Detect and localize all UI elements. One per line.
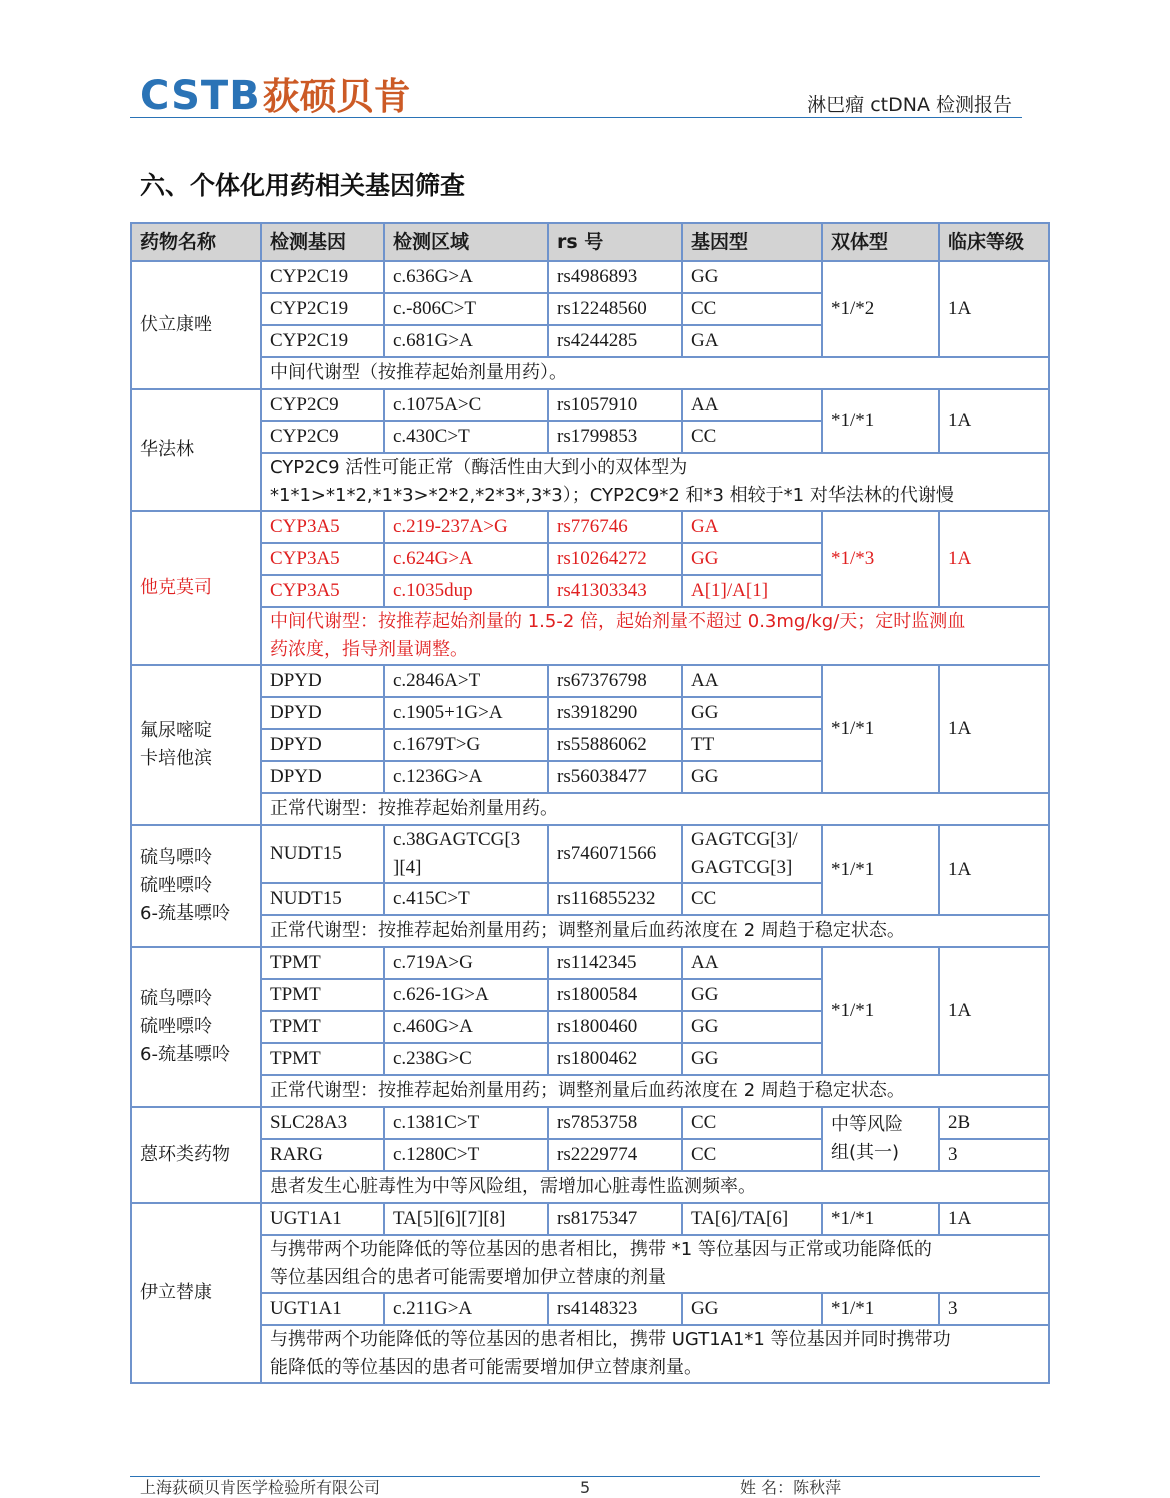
region-cell: c.1381C>T xyxy=(384,1107,548,1139)
logo-chinese-text: 荻硕贝肯 xyxy=(262,75,411,118)
table-note-row xyxy=(131,607,1049,665)
region-cell: c.415C>T xyxy=(384,883,548,915)
header-divider xyxy=(130,117,1022,118)
drug-name-line: 卡培他滨 xyxy=(140,748,212,769)
genotype-cell: GA xyxy=(682,511,822,543)
rs-cell: rs1142345 xyxy=(548,947,682,979)
page-number: 5 xyxy=(580,1478,591,1497)
gene-cell: DPYD xyxy=(261,729,384,761)
interpretation-note: 正常代谢型：按推荐起始剂量用药。 xyxy=(261,793,1049,825)
header-genotype: 基因型 xyxy=(682,223,822,261)
drug-name xyxy=(131,665,261,825)
genotype-cell: AA xyxy=(682,947,822,979)
region-cell: c.2846A>T xyxy=(384,665,548,697)
genotype-cell: GG xyxy=(682,261,822,293)
drug-name xyxy=(131,947,261,1107)
note-line: CYP2C9 活性可能正常（酶活性由大到小的双体型为 xyxy=(270,457,688,478)
level-cell: 1A xyxy=(939,1203,1049,1235)
level-cell: 3 xyxy=(939,1293,1049,1325)
region-line: ][4] xyxy=(393,857,422,878)
diplotype-line: 组(其一) xyxy=(831,1142,900,1163)
header-region: 检测区域 xyxy=(384,223,548,261)
table-note-row xyxy=(131,1325,1049,1383)
diplotype-cell: *1/*2 xyxy=(822,261,939,357)
footer-divider xyxy=(130,1476,1040,1477)
rs-cell: rs3918290 xyxy=(548,697,682,729)
gene-cell: CYP2C9 xyxy=(261,389,384,421)
gene-cell: TPMT xyxy=(261,979,384,1011)
table-note-row xyxy=(131,1235,1049,1293)
region-cell: c.636G>A xyxy=(384,261,548,293)
rs-cell: rs41303343 xyxy=(548,575,682,607)
rs-cell: rs67376798 xyxy=(548,665,682,697)
header-gene: 检测基因 xyxy=(261,223,384,261)
region-cell: c.238G>C xyxy=(384,1043,548,1075)
rs-cell: rs4244285 xyxy=(548,325,682,357)
section-title: 六、个体化用药相关基因筛查 xyxy=(140,171,466,200)
gene-cell: DPYD xyxy=(261,665,384,697)
gene-cell: TPMT xyxy=(261,947,384,979)
region-cell: c.681G>A xyxy=(384,325,548,357)
note-line: 等位基因组合的患者可能需要增加伊立替康的剂量 xyxy=(270,1267,666,1288)
genotype-cell: GA xyxy=(682,325,822,357)
table-row xyxy=(131,1107,1049,1139)
table-row xyxy=(131,825,1049,883)
region-cell: c.430C>T xyxy=(384,421,548,453)
rs-cell: rs776746 xyxy=(548,511,682,543)
genotype-cell: GG xyxy=(682,543,822,575)
genotype-cell: GG xyxy=(682,1043,822,1075)
header-rs: rs 号 xyxy=(548,223,682,261)
footer-company: 上海荻硕贝肯医学检验所有限公司 xyxy=(140,1478,381,1497)
gene-cell: CYP2C9 xyxy=(261,421,384,453)
rs-cell: rs1057910 xyxy=(548,389,682,421)
rs-cell: rs1800584 xyxy=(548,979,682,1011)
drug-name: 伏立康唑 xyxy=(131,261,261,389)
interpretation-note: 中间代谢型（按推荐起始剂量用药）。 xyxy=(261,357,1049,389)
genotype-cell: AA xyxy=(682,389,822,421)
rs-cell: rs746071566 xyxy=(548,825,682,883)
genotype-cell: GG xyxy=(682,979,822,1011)
gene-cell: DPYD xyxy=(261,697,384,729)
genotype-cell xyxy=(682,825,822,883)
rs-cell: rs1799853 xyxy=(548,421,682,453)
genotype-cell: CC xyxy=(682,883,822,915)
interpretation-note xyxy=(261,607,1049,665)
region-line: c.38GAGTCG[3 xyxy=(393,829,521,850)
table-row xyxy=(131,947,1049,979)
region-cell: c.219-237A>G xyxy=(384,511,548,543)
rs-cell: rs116855232 xyxy=(548,883,682,915)
genotype-cell: A[1]/A[1] xyxy=(682,575,822,607)
rs-cell: rs4148323 xyxy=(548,1293,682,1325)
pharmacogenomics-table xyxy=(130,222,1050,1384)
gene-cell: NUDT15 xyxy=(261,883,384,915)
rs-cell: rs56038477 xyxy=(548,761,682,793)
drug-name xyxy=(131,825,261,947)
table-row xyxy=(131,1293,1049,1325)
gene-cell: TPMT xyxy=(261,1011,384,1043)
note-line: 能降低的等位基因的患者可能需要增加伊立替康剂量。 xyxy=(270,1357,702,1378)
gene-cell: UGT1A1 xyxy=(261,1293,384,1325)
gene-cell: CYP2C19 xyxy=(261,293,384,325)
rs-cell: rs8175347 xyxy=(548,1203,682,1235)
genotype-cell: GG xyxy=(682,1011,822,1043)
rs-cell: rs7853758 xyxy=(548,1107,682,1139)
header-drug: 药物名称 xyxy=(131,223,261,261)
drug-name: 伊立替康 xyxy=(131,1203,261,1383)
table-note-row xyxy=(131,357,1049,389)
gene-cell: RARG xyxy=(261,1139,384,1171)
table-row xyxy=(131,511,1049,543)
table-row xyxy=(131,1203,1049,1235)
genotype-cell: CC xyxy=(682,1139,822,1171)
level-cell: 2B xyxy=(939,1107,1049,1139)
level-cell: 1A xyxy=(939,947,1049,1075)
header-level: 临床等级 xyxy=(939,223,1049,261)
diplotype-cell: *1/*1 xyxy=(822,389,939,453)
drug-name: 蒽环类药物 xyxy=(131,1107,261,1203)
region-cell: c.1075A>C xyxy=(384,389,548,421)
gene-cell: CYP3A5 xyxy=(261,575,384,607)
rs-cell: rs12248560 xyxy=(548,293,682,325)
table-header-row xyxy=(131,223,1049,261)
interpretation-note: 正常代谢型：按推荐起始剂量用药；调整剂量后血药浓度在 2 周趋于稳定状态。 xyxy=(261,915,1049,947)
gene-cell: CYP3A5 xyxy=(261,543,384,575)
genotype-line: GAGTCG[3]/ xyxy=(691,829,798,850)
table-row xyxy=(131,665,1049,697)
drug-name: 华法林 xyxy=(131,389,261,511)
gene-cell: NUDT15 xyxy=(261,825,384,883)
gene-cell: CYP2C19 xyxy=(261,261,384,293)
table-row xyxy=(131,389,1049,421)
genotype-cell: CC xyxy=(682,1107,822,1139)
rs-cell: rs1800462 xyxy=(548,1043,682,1075)
level-cell: 1A xyxy=(939,665,1049,793)
region-cell: c.626-1G>A xyxy=(384,979,548,1011)
drug-name-line: 硫唑嘌呤 xyxy=(140,875,212,896)
page-header xyxy=(130,60,1022,118)
region-cell: c.719A>G xyxy=(384,947,548,979)
interpretation-note xyxy=(261,1235,1049,1293)
interpretation-note: 患者发生心脏毒性为中等风险组，需增加心脏毒性监测频率。 xyxy=(261,1171,1049,1203)
interpretation-note xyxy=(261,1325,1049,1383)
rs-cell: rs4986893 xyxy=(548,261,682,293)
diplotype-cell: *1/*1 xyxy=(822,1203,939,1235)
table-note-row xyxy=(131,1171,1049,1203)
drug-name: 他克莫司 xyxy=(131,511,261,665)
note-line: 与携带两个功能降低的等位基因的患者相比，携带 *1 等位基因与正常或功能降低的 xyxy=(270,1239,932,1260)
company-logo xyxy=(140,66,411,120)
region-cell: c.1236G>A xyxy=(384,761,548,793)
drug-name-line: 硫鸟嘌呤 xyxy=(140,847,212,868)
note-line: 与携带两个功能降低的等位基因的患者相比，携带 UGT1A1*1 等位基因并同时携带功 xyxy=(270,1329,951,1350)
genotype-cell: TT xyxy=(682,729,822,761)
region-cell: c.1280C>T xyxy=(384,1139,548,1171)
table-note-row xyxy=(131,915,1049,947)
diplotype-cell: *1/*1 xyxy=(822,825,939,915)
region-cell: c.1035dup xyxy=(384,575,548,607)
level-cell: 1A xyxy=(939,511,1049,607)
gene-cell: CYP3A5 xyxy=(261,511,384,543)
diplotype-line: 中等风险 xyxy=(831,1114,903,1135)
interpretation-note xyxy=(261,453,1049,511)
interpretation-note: 正常代谢型：按推荐起始剂量用药；调整剂量后血药浓度在 2 周趋于稳定状态。 xyxy=(261,1075,1049,1107)
region-cell: c.211G>A xyxy=(384,1293,548,1325)
footer-patient-name: 姓 名：陈秋萍 xyxy=(740,1478,842,1497)
note-line: 中间代谢型：按推荐起始剂量的 1.5-2 倍，起始剂量不超过 0.3mg/kg/天；定时监测血 xyxy=(270,611,966,632)
drug-name-line: 氟尿嘧啶 xyxy=(140,720,212,741)
level-cell: 3 xyxy=(939,1139,1049,1171)
region-cell: TA[5][6][7][8] xyxy=(384,1203,548,1235)
rs-cell: rs1800460 xyxy=(548,1011,682,1043)
genotype-cell: GG xyxy=(682,761,822,793)
diplotype-cell xyxy=(822,1107,939,1171)
diplotype-cell: *1/*1 xyxy=(822,1293,939,1325)
gene-cell: DPYD xyxy=(261,761,384,793)
level-cell: 1A xyxy=(939,825,1049,915)
page-footer xyxy=(140,1478,1020,1497)
genotype-cell: TA[6]/TA[6] xyxy=(682,1203,822,1235)
table-note-row xyxy=(131,1075,1049,1107)
rs-cell: rs55886062 xyxy=(548,729,682,761)
gene-cell: TPMT xyxy=(261,1043,384,1075)
rs-cell: rs2229774 xyxy=(548,1139,682,1171)
region-cell: c.-806C>T xyxy=(384,293,548,325)
header-diplotype: 双体型 xyxy=(822,223,939,261)
diplotype-cell: *1/*3 xyxy=(822,511,939,607)
drug-name-line: 6-巯基嘌呤 xyxy=(140,1044,230,1065)
region-cell: c.624G>A xyxy=(384,543,548,575)
table-note-row xyxy=(131,453,1049,511)
table-row xyxy=(131,261,1049,293)
drug-name-line: 硫唑嘌呤 xyxy=(140,1016,212,1037)
genotype-line: GAGTCG[3] xyxy=(691,857,793,878)
region-cell xyxy=(384,825,548,883)
note-line: 药浓度，指导剂量调整。 xyxy=(270,639,468,660)
region-cell: c.1905+1G>A xyxy=(384,697,548,729)
note-line: *1*1>*1*2,*1*3>*2*2,*2*3*,3*3）；CYP2C9*2 和*3 相较于*1 对华法林的代谢慢 xyxy=(270,485,954,506)
region-cell: c.460G>A xyxy=(384,1011,548,1043)
report-title: 淋巴瘤 ctDNA 检测报告 xyxy=(807,94,1012,116)
level-cell: 1A xyxy=(939,261,1049,357)
genotype-cell: CC xyxy=(682,421,822,453)
gene-cell: UGT1A1 xyxy=(261,1203,384,1235)
genotype-cell: GG xyxy=(682,697,822,729)
genotype-cell: AA xyxy=(682,665,822,697)
rs-cell: rs10264272 xyxy=(548,543,682,575)
drug-name-line: 硫鸟嘌呤 xyxy=(140,988,212,1009)
genotype-cell: GG xyxy=(682,1293,822,1325)
logo-latin-text: CSTB xyxy=(140,73,261,119)
level-cell: 1A xyxy=(939,389,1049,453)
region-cell: c.1679T>G xyxy=(384,729,548,761)
drug-name-line: 6-巯基嘌呤 xyxy=(140,903,230,924)
genotype-cell: CC xyxy=(682,293,822,325)
diplotype-cell: *1/*1 xyxy=(822,947,939,1075)
gene-cell: SLC28A3 xyxy=(261,1107,384,1139)
diplotype-cell: *1/*1 xyxy=(822,665,939,793)
table-note-row xyxy=(131,793,1049,825)
gene-cell: CYP2C19 xyxy=(261,325,384,357)
